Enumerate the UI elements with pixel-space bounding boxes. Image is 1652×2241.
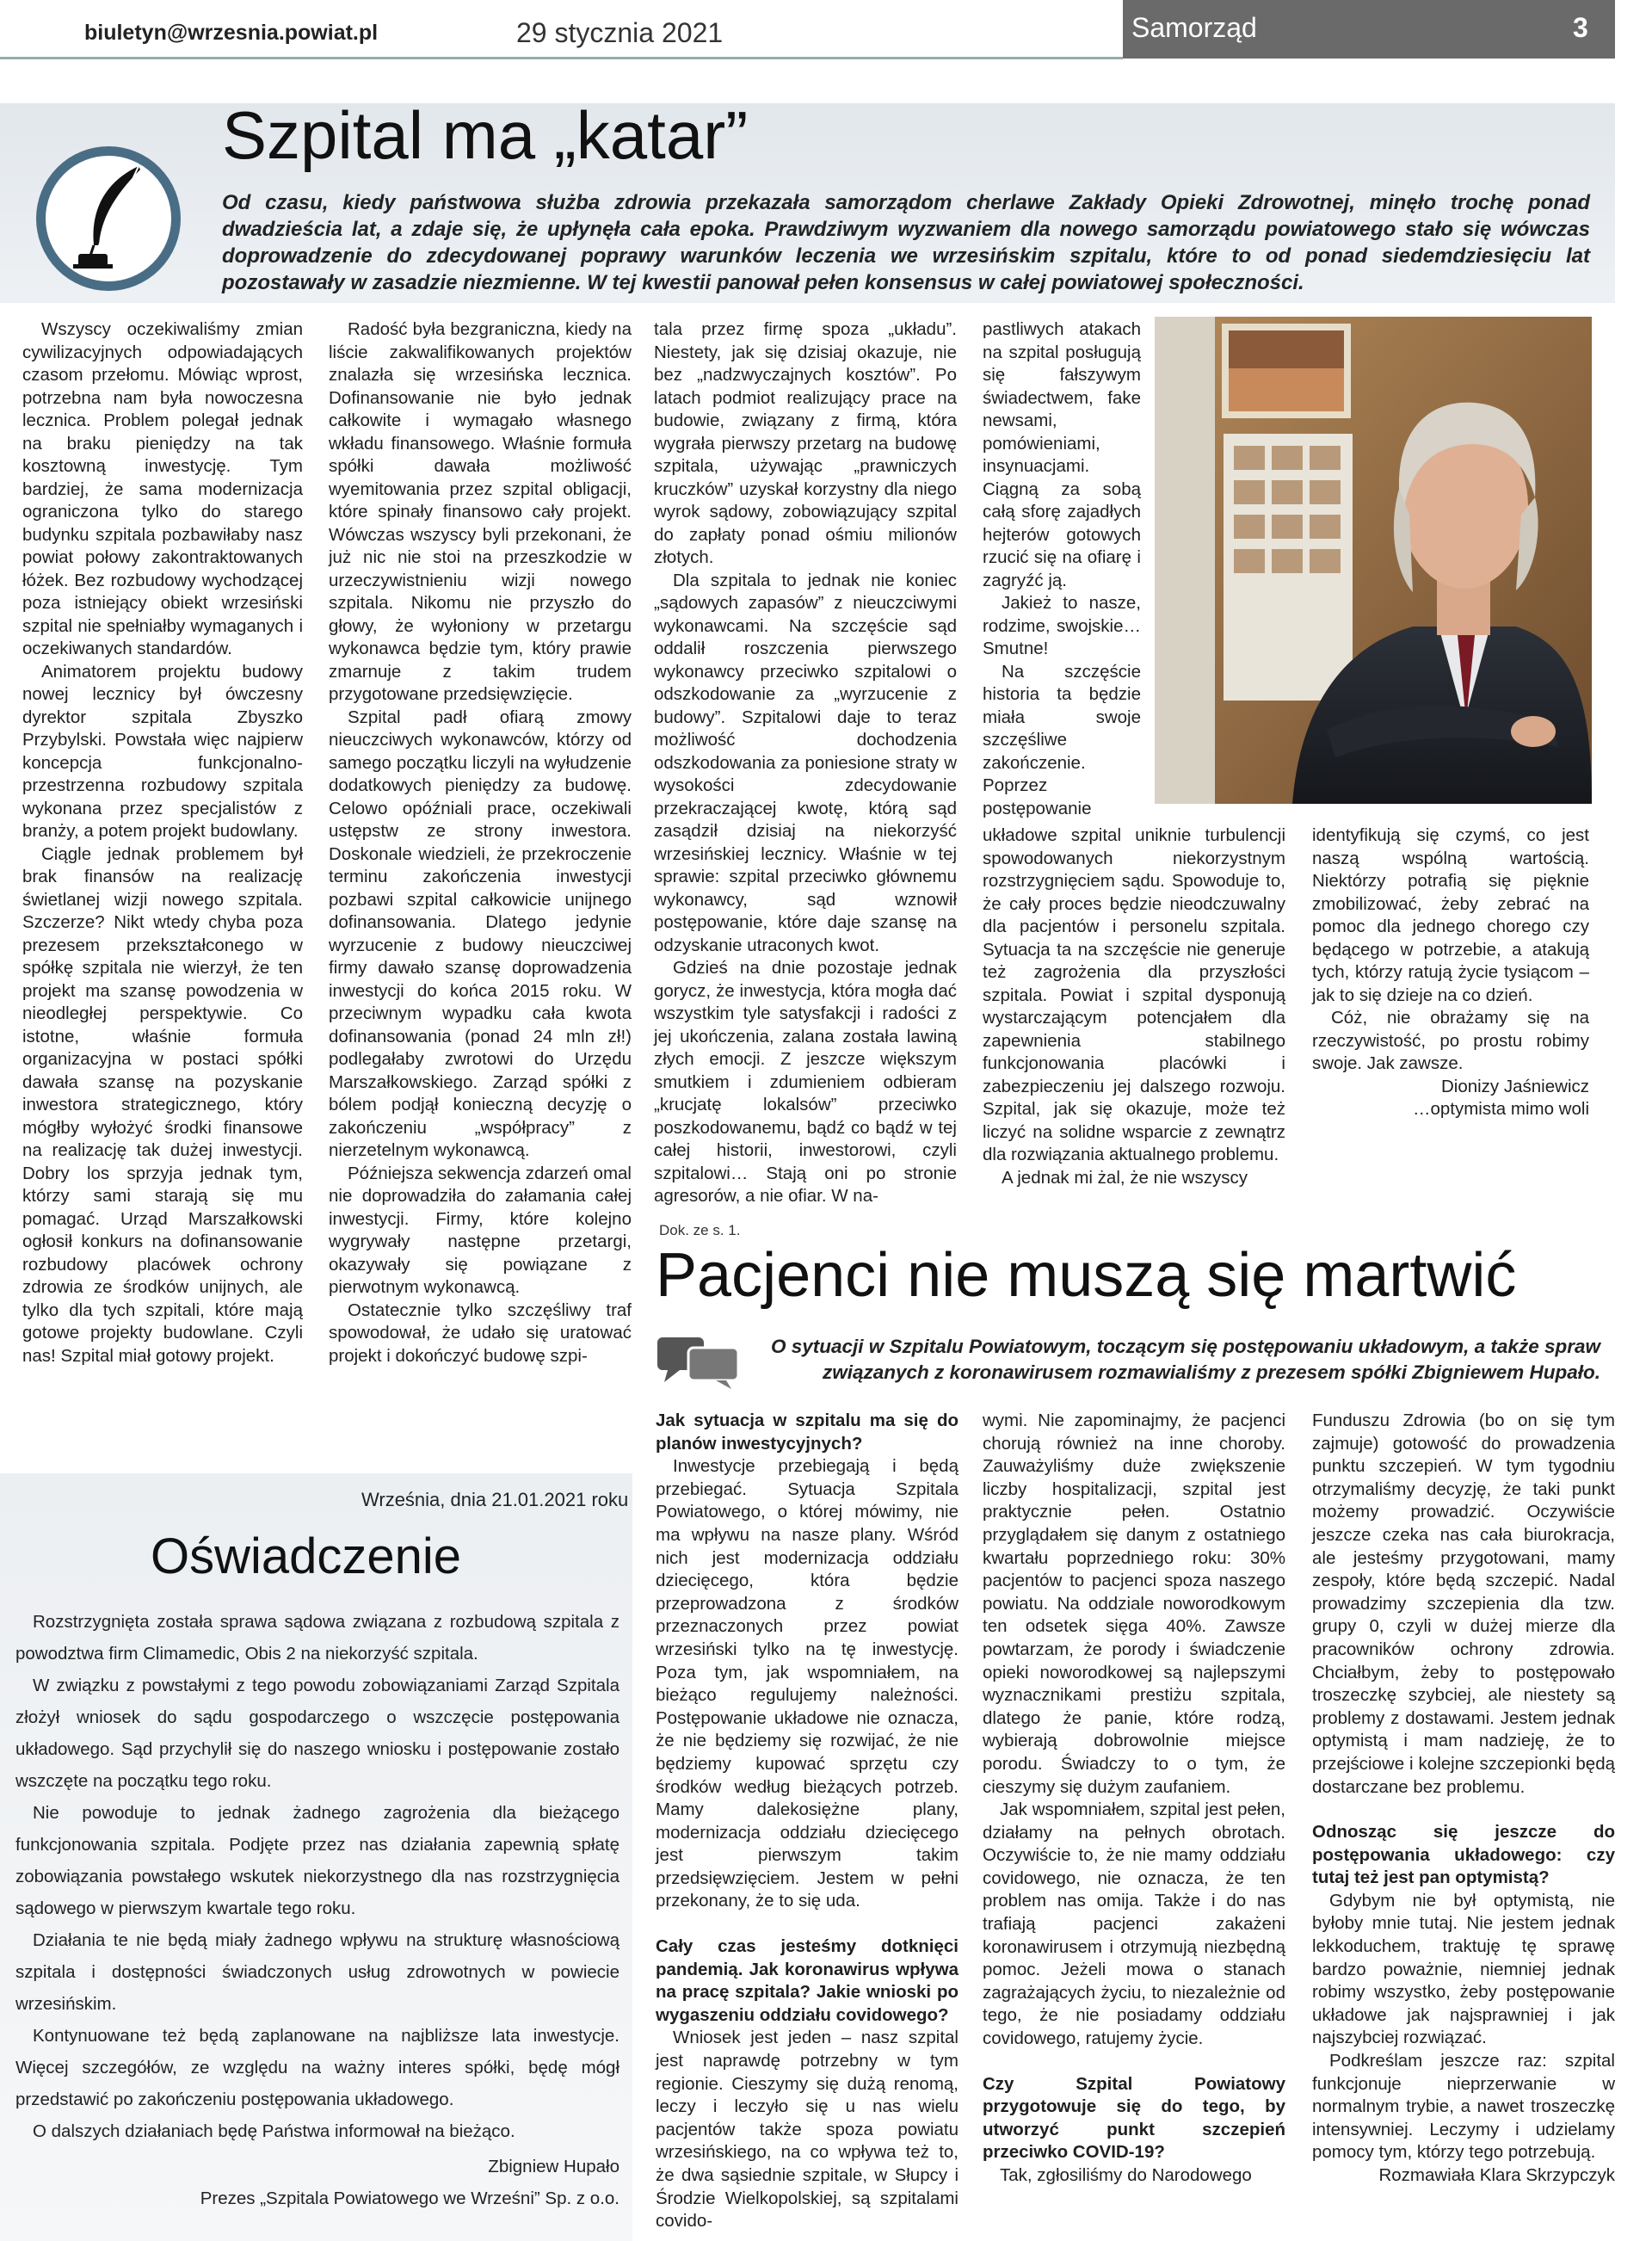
- interview-column-2: [983, 1410, 1285, 2227]
- interview-answer: Funduszu Zdrowia (bo on się tym zajmuje) gotowość do prowadzenia punktu szczepień. W tym tygodniu otrzymaliśmy decyzję, że taki punkt możemy prowadzić. Oczywiście jeszcze czeka nas cała biurokracja, ale jesteśmy przygotowani, mamy zespoły, które będą szczepić. Nadal prowadzimy szczepienia dla tzw. grupy 0, czyli w dużej mierze dla pracowników ochrony zdrowia. Chciałbym, żeby to postępowało troszeczkę szybciej, ale niestety są problemy z dostawami. Jestem jednak optymistą i mam nadzieję, że to przejściowe i kolejne szczepionki będą dostarczane bez problemu.: [1312, 1411, 1615, 1797]
- header-email[interactable]: biuletyn@wrzesnia.powiat.pl: [84, 21, 379, 45]
- speech-bubbles-icon: [656, 1336, 742, 1395]
- paragraph: układowe szpital uniknie turbulencji spowodowanych niekorzystnym rozstrzygnięciem sądu. Spowoduje to, że cały proces będzie nieodczuwalny dla pacjentów i personelu szpitala. Sytuacja ta na szczęście nie generuje też zagrożenia dla przyszłości szpitala. Powiat i szpital dysponują wystarczającym potencjałem dla zapewnienia stabilnego funkcjonowania placówki i zabezpieczeniu jej dalszego rozwoju. Szpital, jak się okazuje, może też liczyć na solidne wsparcie z zewnątrz dla rozwiązania aktualnego problemu.: [983, 825, 1285, 1164]
- interview-column-3: [1312, 1410, 1615, 2227]
- article-lead: Od czasu, kiedy państwowa służba zdrowia przekazała samorządom cherlawe Zakłady Opieki Zdrowotnej, minęło trochę ponad dwadzieścia lat, a zdaje się, że upłynęła cała epoka. Prawdziwym wyzwaniem dla nowego samorządu powiatowego stało się wówczas doprowadzenie do zdecydowanej poprawy warunków leczenia we wrzesińskim szpitalu, które to od ponad siedemdziesięciu lat pozostawały w zasadzie niezmienne. W tej kwestii panował pełen konsensus w całej powiatowej społeczności.: [222, 191, 1590, 294]
- paragraph: Gdzieś na dnie pozostaje jednak gorycz, że inwestycja, która mogła dać wszystkim tyle satysfakcji i radości z jej ukończenia, zalana została lawiną złych emocji. Z jeszcze większym smutkiem i zdumieniem odbieram „krucjatę lokalsów” przeciwko poszkodowanemu, bądź co bądź w tej całej historii, inwestorowi, czyli szpitalowi… Stają oni po stronie agresorów, a nie ofiar. W na-: [654, 958, 957, 1206]
- paragraph: W związku z powstałymi z tego powodu zobowiązaniami Zarząd Szpitala złożył wniosek do sądu gospodarczego o wszczęcie postępowania układowego. Sąd przychylił się do naszego wniosku i postępowanie zostało wszczęte na początku tego roku.: [15, 1676, 620, 1791]
- article-title: Szpital ma „katar”: [222, 97, 749, 173]
- interview-byline: Rozmawiała Klara Skrzypczyk: [1378, 2165, 1615, 2185]
- interview-question: Czy Szpital Powiatowy przygotowuje się do tego, by utworzyć punkt szczepień przeciwko COVID-19?: [983, 2073, 1285, 2163]
- interview-question: Cały czas jesteśmy dotknięci pandemią. Jak koronawirus wpływa na pracę szpitala? Jakie wnioski po wygaszeniu oddziału covidowego?: [656, 1936, 959, 2025]
- paragraph: O dalszych działaniach będę Państwa informował na bieżąco.: [33, 2121, 515, 2141]
- page-number: 3: [1573, 12, 1588, 43]
- article-column-4-bottom: [983, 824, 1285, 1188]
- interview-title: Pacjenci nie muszą się martwić: [656, 1241, 1517, 1310]
- paragraph: Ostatecznie tylko szczęśliwy traf spowodował, że udało się uratować projekt i dokończyć budowę szpi-: [329, 1300, 632, 1366]
- quill-icon: [36, 146, 181, 291]
- article-column-4-top: [983, 318, 1141, 818]
- paragraph: Wszyscy oczekiwaliśmy zmian cywilizacyjnych odpowiadających czasom przełomu. Mówiąc wprost, potrzebna nam była nowoczesna lecznica. Problem polegał jednak na braku pieniędzy na tak kosztowną inwestycję. Tym bardziej, że sama modernizacja ograniczona tylko do starego budynku szpitala pozbawiłaby nasz powiat połowy zakontraktowanych łóżek. Bez rozbudowy wychodzącej poza istniejący obiekt wrzesiński szpital nie spełniałby wymaganych i oczekiwanych standardów.: [22, 319, 303, 658]
- paragraph: A jednak mi żal, że nie wszyscy: [1002, 1167, 1248, 1188]
- statement-signer: Zbigniew Hupało: [488, 2157, 620, 2176]
- article-column-1: [22, 318, 303, 1429]
- portrait-photo: [1155, 317, 1592, 804]
- author-name: Dionizy Jaśniewicz: [1440, 1076, 1589, 1096]
- header-date: 29 stycznia 2021: [516, 17, 724, 48]
- statement-signer-role: Prezes „Szpitala Powiatowego we Wrześni” Sp. z o.o.: [200, 2189, 620, 2208]
- interview-answer: Podkreślam jeszcze raz: szpital funkcjonuje nieprzerwanie w normalnym trybie, a nawet troszeczkę intensywniej. Leczymy i udzielamy pomocy tym, którzy tego potrzebują.: [1312, 2051, 1615, 2163]
- paragraph: tala przez firmę spoza „układu”. Niestety, jak się dzisiaj okazuje, nie bez „nadzwyczajnych kosztów”. Po latach podmiot realizujący prace na budowie, związany z firmą, która wygrała pierwszy przetarg na budowę szpitala, używając „prawniczych kruczków” uzyskał korzystny dla niego wyrok sądowy, zobowiązujący szpital do zapłaty ponad ośmiu milionów złotych.: [654, 319, 957, 567]
- interview-lead: O sytuacji w Szpitalu Powiatowym, toczącym się postępowaniu układowym, a także spraw związanych z koronawirusem rozmawialiśmy z prezesem spółki Zbigniewem Hupało.: [770, 1336, 1600, 1383]
- paragraph: Radość była bezgraniczna, kiedy na liście zakwalifikowanych projektów znalazła się wrzesińska lecznica. Dofinansowanie nie było jednak całkowite i wymagało własnego wkładu finansowego. Właśnie formuła spółki dawała możliwość wyemitowania przez szpital obligacji, które spinały finansowo cały projekt. Wówczas wszyscy byli przekonani, że już nic nie stoi na przeszkodzie w urzeczywistnieniu wizji nowego szpitala. Nikomu nie przyszło do głowy, że wyłoniony w przetargu wykonawca będzie tym, który prawie zmarnuje z takim trudem przygotowane przedsięwzięcie.: [329, 319, 632, 704]
- article-column-3: [654, 318, 957, 1206]
- interview-answer: Inwestycje przebiegają i będą przebiegać. Sytuacja Szpitala Powiatowego, o której mówimy, nie ma wpływu na nasze plany. Wśród nich jest modernizacja oddziału dziecięcego, która będzie przeprowadzona z środków przeznaczonych przez powiat wrzesiński tylko na tę inwestycję. Poza tym, jak wspomniałem, na bieżąco regulujemy należności. Postępowanie układowe nie oznacza, że nie będziemy się rozwijać, że nie będziemy kupować sprzętu czy środków według bieżących potrzeb. Mamy dalekosiężne plany, modernizacja oddziału dziecięcego jest pierwszym takim przedsięwzięciem. Jestem w pełni przekonany, że to się uda.: [656, 1456, 959, 1911]
- statement-body: [15, 1606, 620, 2214]
- paragraph: Ciągle jednak problemem był brak finansów na realizację świetlanej wizji nowego szpitala. Szczerze? Nikt wtedy chyba poza prezesem przekształconego w spółkę szpitala nie wierzył, że ten projekt ma szansę powodzenia w nieodległej perspektywie. Co istotne, właśnie formuła organizacyjna w postaci spółki dawała szansę na pozyskanie inwestora strategicznego, który mógłby wyłożyć środki finansowe na realizację tak dużej inwestycji. Dobry los sprzyja jednak tym, którzy sami starają się mu pomagać. Urząd Marszałkowski ogłosił konkurs na dofinansowanie rozbudowy placówek ochrony zdrowia ze środków unijnych, ale tylko dla tych szpitali, które mają gotowe projekty budowlane. Czyli nas! Szpital miał gotowy projekt.: [22, 843, 303, 1366]
- interview-answer: Jak wspomniałem, szpital jest pełen, działamy na pełnych obrotach. Oczywiście to, że nie mamy oddziału covidowego, nie oznacza, że ten problem nas omija. Także i do nas trafiają pacjenci zakażeni koronawirusem i otrzymują niezbędną pomoc. Jeżeli mowa o stanach zagrażających życiu, to niezależnie od tego, że nie posiadamy oddziału covidowego, ratujemy życie.: [983, 1800, 1285, 2049]
- statement-date: Września, dnia 21.01.2021 roku: [361, 1489, 629, 1510]
- paragraph: Szpital padł ofiarą zmowy nieuczciwych wykonawców, którzy od samego początku liczyli na wyłudzenie dodatkowych pieniędzy za budowę. Celowo opóźniali prace, oczekiwali ustępstw ze strony inwestora. Doskonale wiedzieli, że przekroczenie terminu zakończenia inwestycji pozbawi szpital całkowicie unijnego dofinansowania. Dlatego jedynie wyrzucenie z budowy nieuczciwej firmy dawało szansę doprowadzenia inwestycji do końca 2015 roku. W przeciwnym wypadku cała kwota dofinansowania (ponad 24 mln zł!) podlegałaby zwrotowi do Urzędu Marszałkowskiego. Zarząd spółki z bólem podjął konieczną decyzję o zakończeniu „współpracy” z nierzetelnym wykonawcą.: [329, 707, 632, 1160]
- paragraph: Cóż, nie obrażamy się na rzeczywistość, po prostu robimy swoje. Jak zawsze.: [1312, 1008, 1589, 1073]
- author-role: …optymista mimo woli: [1412, 1099, 1589, 1119]
- paragraph: Animatorem projektu budowy nowej lecznicy był ówczesny dyrektor szpitala Zbyszko Przybylski. Powstała więc najpierw koncepcja funkcjonalno-przestrzenna rozbudowy szpitala wykonana przez specjalistów z branży, a potem projekt budowlany.: [22, 661, 303, 841]
- header-section: Samorząd: [1131, 12, 1257, 43]
- interview-column-1: [656, 1410, 959, 2232]
- paragraph: Późniejsza sekwencja zdarzeń omal nie doprowadziła do załamania całej inwestycji. Firmy, które kolejno wygrywały następne przetargi, okazywały się powiązane z pierwotnym wykonawcą.: [329, 1163, 632, 1297]
- article-column-5: [1312, 824, 1589, 1186]
- interview-answer: Tak, zgłosiliśmy do Narodowego: [1000, 2165, 1252, 2185]
- interview-answer: Wniosek jest jeden – nasz szpital jest naprawdę potrzebny w tym regionie. Cieszymy się dużą renomą, leczy i leczyło się u nas wielu pacjentów także spoza powiatu wrzesińskiego, na co wpływa też to, że dwa sąsiednie szpitale, w Słupcy i Środzie Wielkopolskiej, są szpitalami covido-: [656, 2028, 959, 2232]
- interview-question: Odnosząc się jeszcze do postępowania układowego: czy tutaj też jest pan optymistą?: [1312, 1822, 1615, 1888]
- article-column-2: [329, 318, 632, 1429]
- interview-question: Jak sytuacja w szpitalu ma się do planów inwestycyjnych?: [656, 1411, 959, 1454]
- paragraph: Jakież to nasze, rodzime, swojskie… Smutne!: [983, 593, 1141, 658]
- continued-reference: Dok. ze s. 1.: [659, 1222, 741, 1238]
- paragraph: Dla szpitala to jednak nie koniec „sądowych zapasów” z nieuczciwymi wykonawcami. Na szczęście sąd oddalił roszczenia pierwszego wykonawcy przeciwko szpitalowi o odszkodowanie za „wyrzucenie z budowy”. Szpitalowi daje to teraz możliwość dochodzenia odszkodowania za poniesione straty w wysokości zdecydowanie przekraczającej kwotę, którą sąd zasądził dzisiaj na niekorzyść wrzesińskiej lecznicy. Właśnie w tej sprawie: szpital przeciwko głównemu wykonawcy, sąd wznowił postępowanie, które daje szansę na odzyskanie utraconych kwot.: [654, 570, 957, 955]
- header-rule: [0, 57, 1123, 59]
- paragraph: Rozstrzygnięta została sprawa sądowa związana z rozbudową szpitala z powodztwa firm Climamedic, Obis 2 na niekorzyść szpitala.: [15, 1612, 620, 1664]
- paragraph: Nie powoduje to jednak żadnego zagrożenia dla bieżącego funkcjonowania szpitala. Podjęte przez nas działania zapewnią spłatę zobowiązania powstałego wskutek niekorzystnego dla nas rozstrzygnięcia sądowego w pierwszym kwartale tego roku.: [15, 1803, 620, 1918]
- paragraph: Kontynuowane też będą zaplanowane na najbliższe lata inwestycje. Więcej szczegółów, ze względu na ważny interes spółki, będę mógł przedstawić po zakończeniu postępowania układowego.: [15, 2026, 620, 2109]
- paragraph: pastliwych atakach na szpital posługują się fałszywym świadectwem, fake newsami, pomówieniami, insynuacjami. Ciągną za sobą całą sforę zajadłych hejterów gotowych rzucić się na ofiarę i zagryźć ją.: [983, 319, 1141, 590]
- paragraph: Na szczęście historia ta będzie miała swoje szczęśliwe zakończenie. Poprzez postępowanie: [983, 661, 1141, 818]
- interview-answer: Gdybym nie był optymistą, nie byłoby mnie tutaj. Nie jestem jednak lekkoduchem, traktuję tę sprawę bardzo poważnie, niemniej jednak robimy wszystko, żeby postępowanie układowe jak najsprawniej i jak najszybciej rozwiązać.: [1312, 1890, 1615, 2048]
- paragraph: Działania te nie będą miały żadnego wpływu na strukturę własnościową szpitala i dostępności świadczonych usług zdrowotnych w powiecie wrzesińskim.: [15, 1930, 620, 2014]
- paragraph: identyfikują się czymś, co jest naszą wspólną wartością. Niektórzy potrafią się pięknie zmobilizować, żeby zebrać na pomoc dla jednego chorego czy będącego w potrzebie, a atakują tych, którzy ratują życie tysiącom – jak to się dzieje na co dzień.: [1312, 825, 1589, 1005]
- statement-title: Oświadczenie: [151, 1528, 462, 1584]
- interview-answer: wymi. Nie zapominajmy, że pacjenci chorują również na inne choroby. Zauważyliśmy duże zwiększenie liczby hospitalizacji, szpital jest praktycznie pełen. Ostatnio przyglądałem się danym z ostatniego kwartału poprzedniego roku: 30% pacjentów to pacjenci spoza naszego powiatu. Na oddziale noworodkowym ten odsetek sięga 40%. Zawsze powtarzam, że porody i świadczenie opieki noworodkowej są najlepszymi wyznacznikami prestiżu szpitala, dlatego że panie, które rodzą, wybierają dobrowolnie miejsce porodu. Świadczy to o tym, że cieszymy się dużym zaufaniem.: [983, 1411, 1285, 1797]
